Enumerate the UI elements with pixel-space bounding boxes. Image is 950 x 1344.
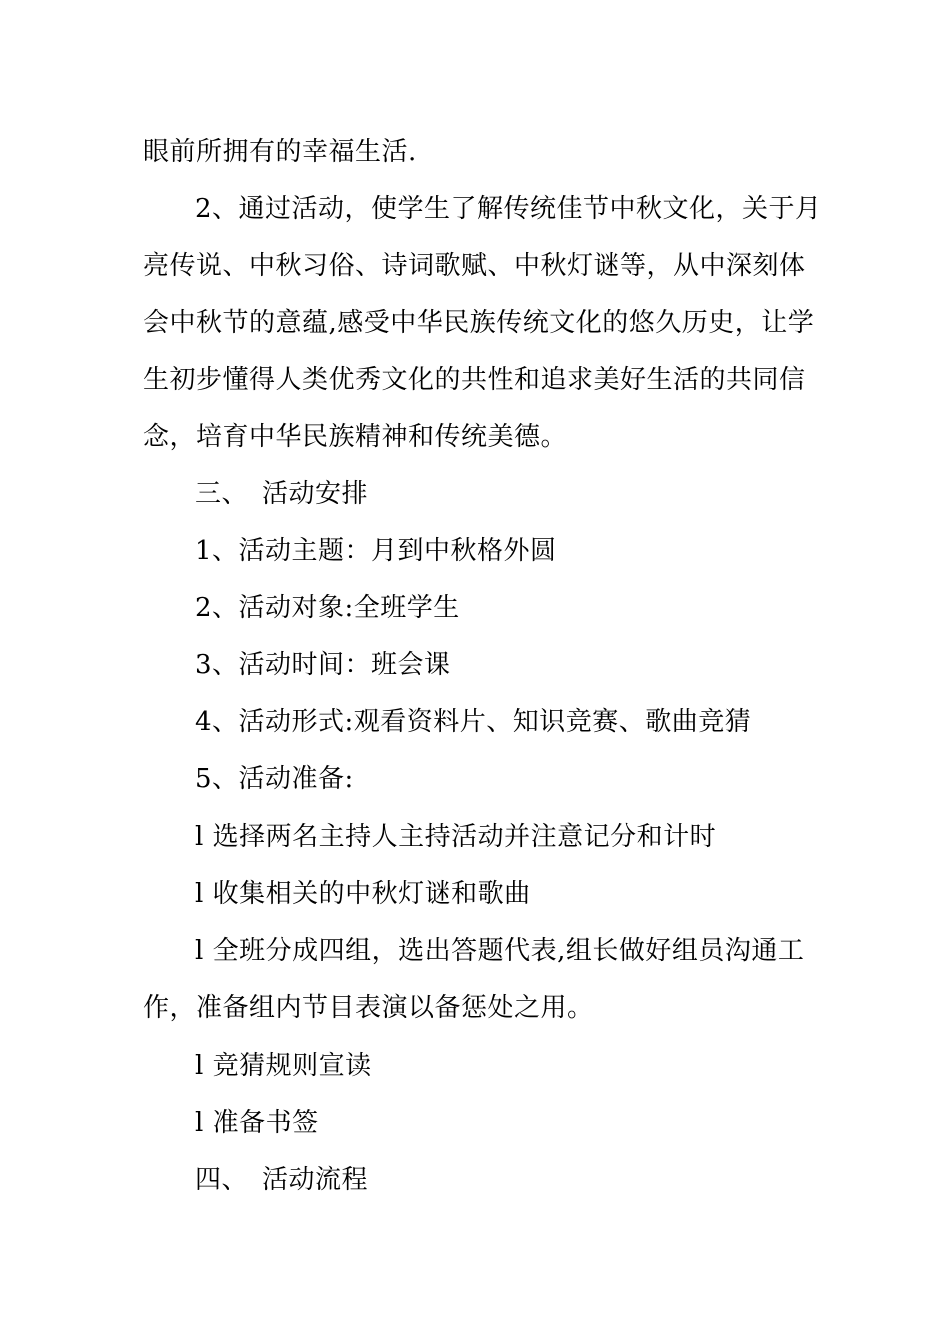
paragraph-line: 亮传说、中秋习俗、诗词歌赋、中秋灯谜等，从中深刻体 <box>143 251 806 281</box>
list-item: 3、活动时间：班会课 <box>195 650 451 680</box>
paragraph-line: 生初步懂得人类优秀文化的共性和追求美好生活的共同信 <box>143 365 806 395</box>
section-title: 活动流程 <box>262 1165 369 1195</box>
paragraph-line: 会中秋节的意蕴,感受中华民族传统文化的悠久历史，让学 <box>143 308 815 338</box>
prep-item-continuation: 作，准备组内节目表演以备惩处之用。 <box>143 993 594 1023</box>
prep-item: l 选择两名主持人主持活动并注意记分和计时 <box>195 822 717 852</box>
paragraph-line: 眼前所拥有的幸福生活. <box>143 137 417 167</box>
section-title: 活动安排 <box>262 479 369 509</box>
section-heading-3 <box>195 478 368 510</box>
paragraph-line: 念，培育中华民族精神和传统美德。 <box>143 422 568 452</box>
prep-item: l 全班分成四组，选出答题代表,组长做好组员沟通工 <box>195 936 805 966</box>
paragraph-line: 2、通过活动，使学生了解传统佳节中秋文化，关于月 <box>195 194 822 224</box>
prep-item: l 收集相关的中秋灯谜和歌曲 <box>195 879 531 909</box>
section-number: 四、 <box>195 1165 249 1195</box>
list-item: 5、活动准备: <box>195 764 354 794</box>
section-number: 三、 <box>195 479 249 509</box>
section-heading-4 <box>195 1164 368 1196</box>
list-item: 2、活动对象:全班学生 <box>195 593 460 623</box>
list-item: 1、活动主题：月到中秋格外圆 <box>195 536 557 566</box>
prep-item: l 准备书签 <box>195 1108 319 1138</box>
prep-item: l 竞猜规则宣读 <box>195 1051 372 1081</box>
list-item: 4、活动形式:观看资料片、知识竞赛、歌曲竞猜 <box>195 707 752 737</box>
